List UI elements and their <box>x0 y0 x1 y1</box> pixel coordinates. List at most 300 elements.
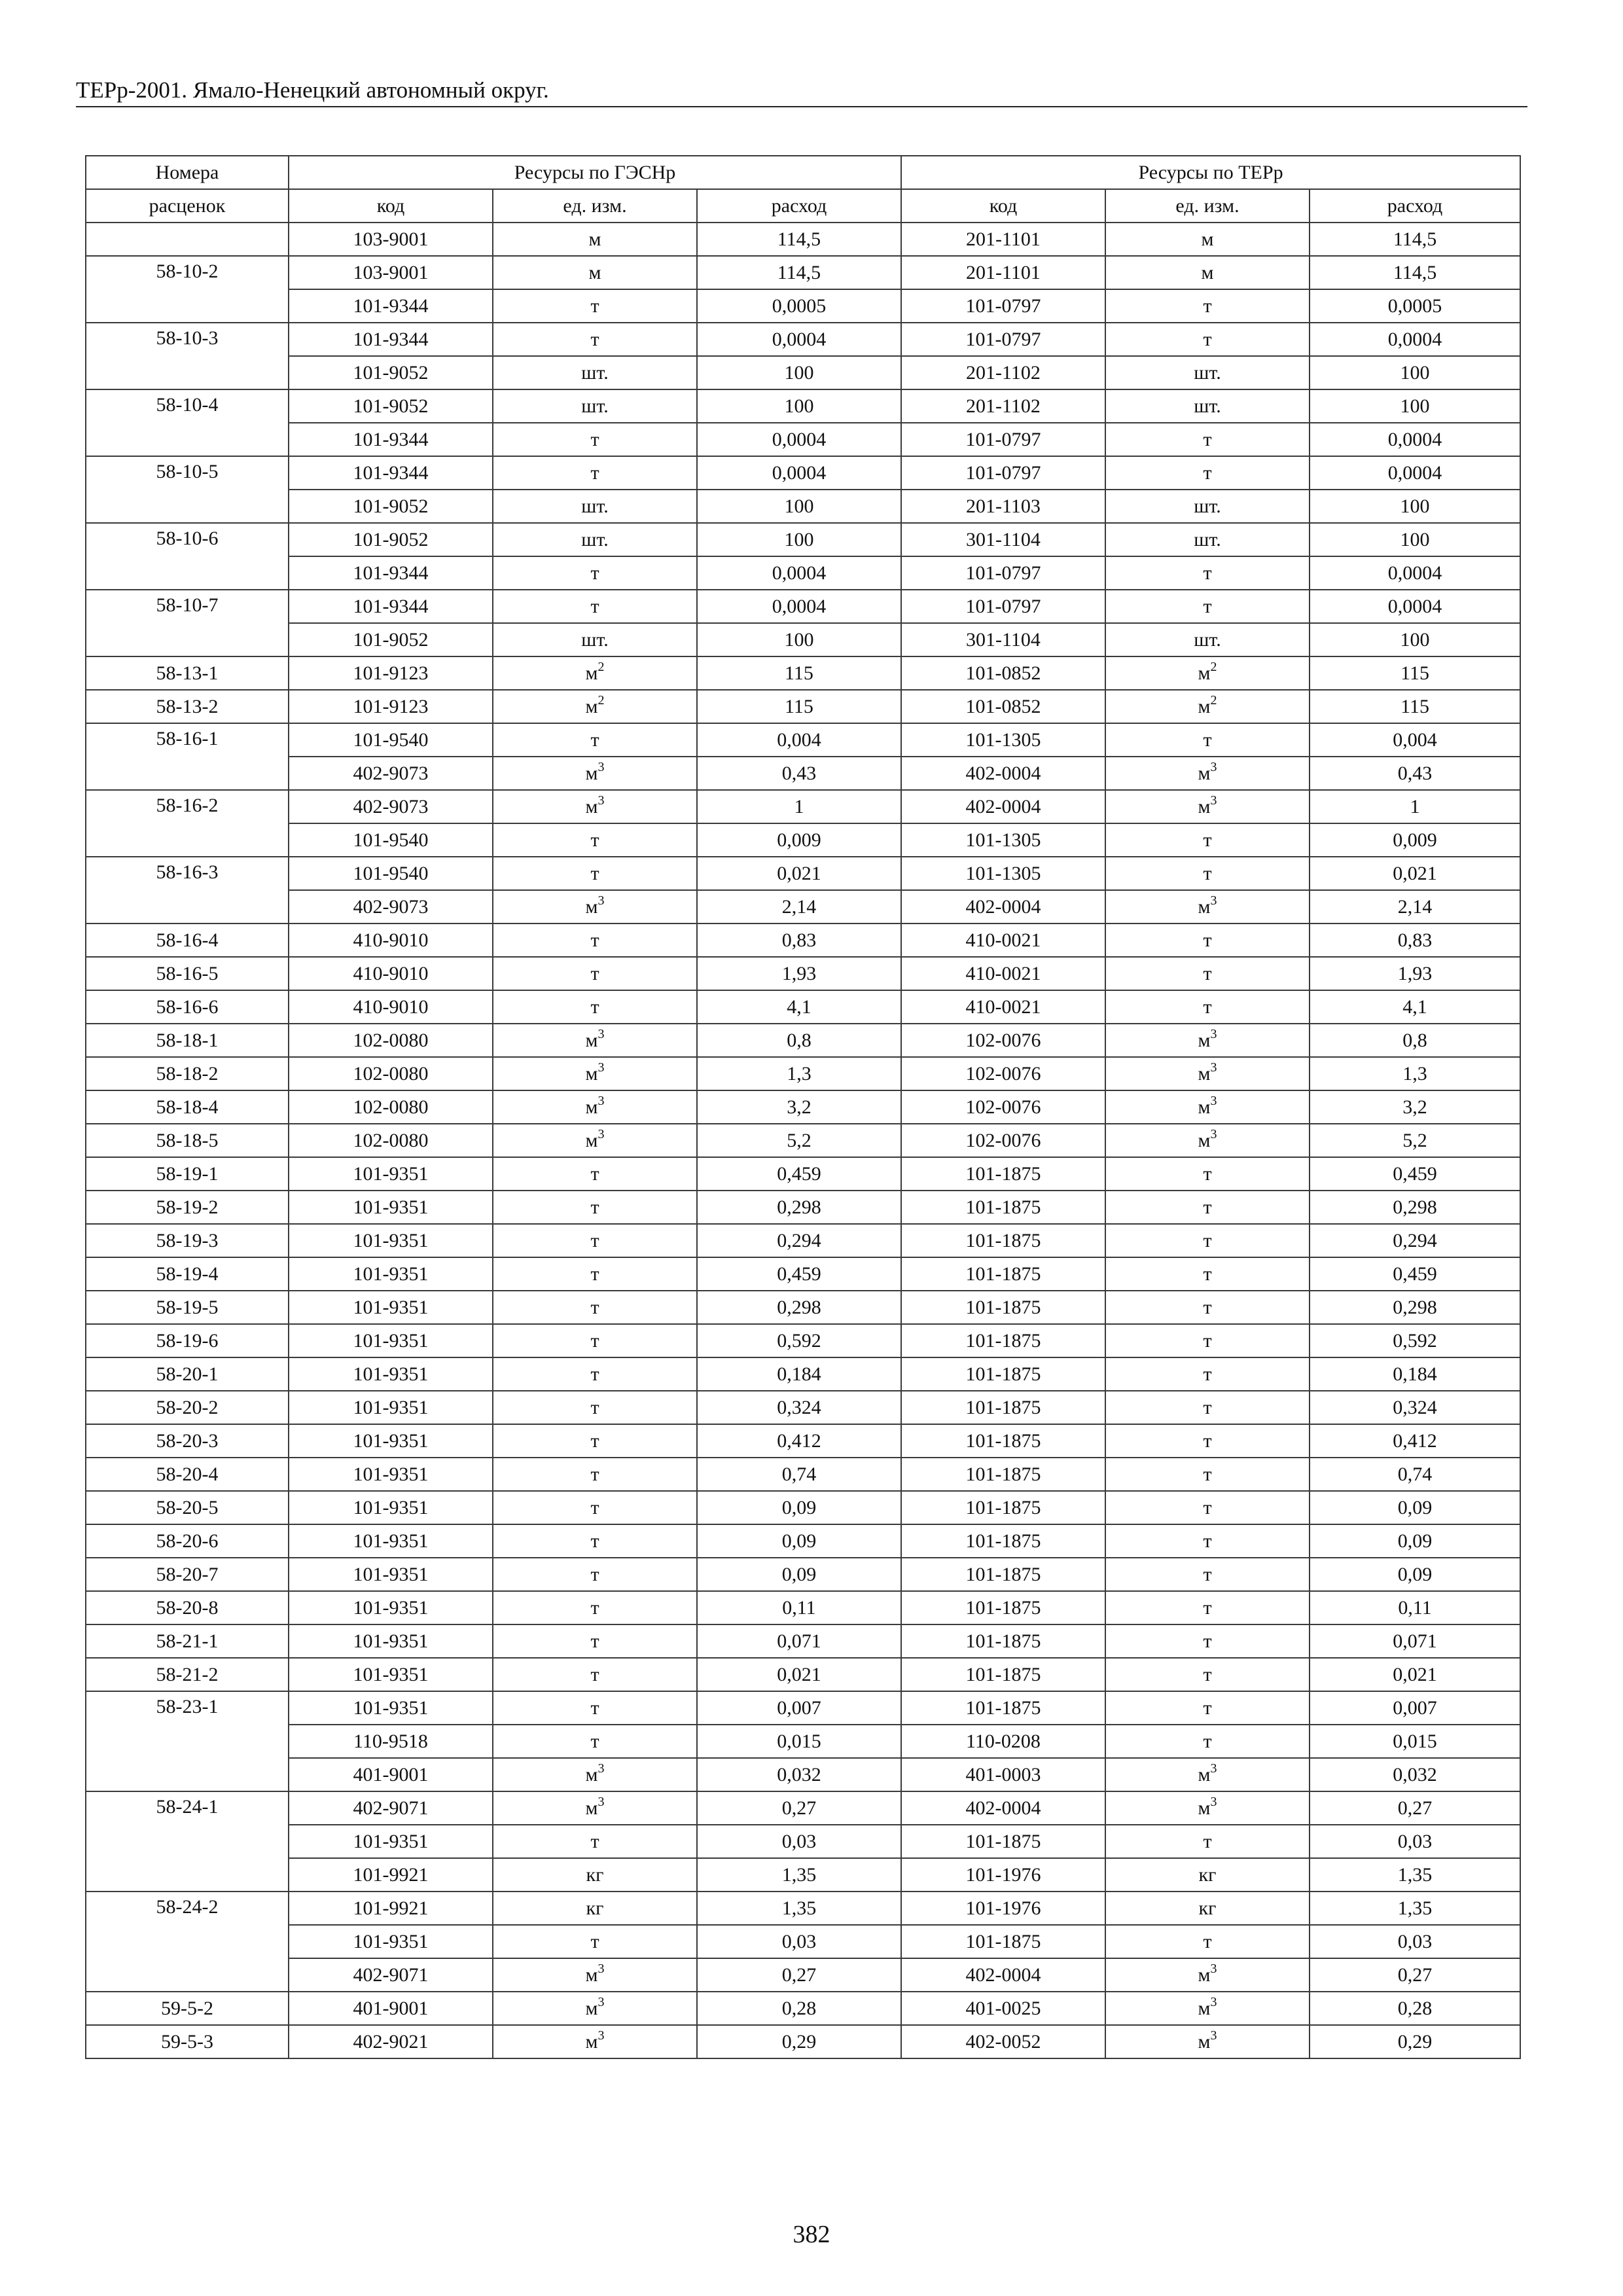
terr-unit-cell: $м^3$ <box>1105 1090 1310 1124</box>
terr-qty-cell: 0,294 <box>1310 1224 1520 1257</box>
terr-code-cell: 101-1976 <box>901 1892 1105 1925</box>
table-row <box>86 356 1520 389</box>
header-num-line2: расценок <box>86 189 289 223</box>
terr-qty-cell: 0,071 <box>1310 1624 1520 1658</box>
gesnr-code-cell: 101-9344 <box>289 323 493 356</box>
gesnr-qty-cell: 115 <box>697 690 901 723</box>
gesnr-unit-cell: т <box>493 1558 697 1591</box>
terr-qty-cell: 3,2 <box>1310 1090 1520 1124</box>
terr-unit-cell: т <box>1105 1324 1310 1357</box>
terr-code-cell: 401-0003 <box>901 1758 1105 1791</box>
terr-qty-cell: 0,0004 <box>1310 556 1520 590</box>
rate-number-cell: 58-16-2 <box>86 790 289 857</box>
gesnr-code-cell: 101-9351 <box>289 1257 493 1291</box>
terr-unit-cell: т <box>1105 1725 1310 1758</box>
table-row <box>86 656 1520 690</box>
gesnr-qty-cell: 1,3 <box>697 1057 901 1090</box>
terr-code-cell: 101-0797 <box>901 323 1105 356</box>
terr-code-cell: 102-0076 <box>901 1057 1105 1090</box>
table-row <box>86 623 1520 656</box>
gesnr-unit-cell: шт. <box>493 356 697 389</box>
table-row <box>86 823 1520 857</box>
terr-qty-cell: 100 <box>1310 490 1520 523</box>
terr-qty-cell: 1,35 <box>1310 1892 1520 1925</box>
terr-code-cell: 101-0797 <box>901 423 1105 456</box>
gesnr-unit-cell: $м^3$ <box>493 1057 697 1090</box>
terr-qty-cell: 0,592 <box>1310 1324 1520 1357</box>
table-row <box>86 1558 1520 1591</box>
gesnr-code-cell: 402-9071 <box>289 1791 493 1825</box>
rate-number-cell: 58-20-8 <box>86 1591 289 1624</box>
rate-number-cell: 58-19-4 <box>86 1257 289 1291</box>
gesnr-code-cell: 101-9351 <box>289 1291 493 1324</box>
table-row <box>86 957 1520 990</box>
gesnr-unit-cell: т <box>493 924 697 957</box>
terr-code-cell: 101-0852 <box>901 656 1105 690</box>
gesnr-code-cell: 410-9010 <box>289 990 493 1024</box>
gesnr-unit-cell: $м^3$ <box>493 1024 697 1057</box>
gesnr-qty-cell: 0,412 <box>697 1424 901 1458</box>
gesnr-qty-cell: 2,14 <box>697 890 901 924</box>
table-row <box>86 1391 1520 1424</box>
terr-unit-cell: т <box>1105 1357 1310 1391</box>
terr-code-cell: 102-0076 <box>901 1090 1105 1124</box>
gesnr-code-cell: 103-9001 <box>289 223 493 256</box>
rate-number-cell: 58-20-7 <box>86 1558 289 1591</box>
terr-unit-cell: кг <box>1105 1858 1310 1892</box>
terr-qty-cell: 100 <box>1310 623 1520 656</box>
terr-qty-cell: 0,43 <box>1310 757 1520 790</box>
gesnr-qty-cell: 0,015 <box>697 1725 901 1758</box>
gesnr-unit-cell: $м^2$ <box>493 656 697 690</box>
gesnr-qty-cell: 0,8 <box>697 1024 901 1057</box>
gesnr-qty-cell: 0,071 <box>697 1624 901 1658</box>
terr-code-cell: 410-0021 <box>901 924 1105 957</box>
gesnr-code-cell: 101-9351 <box>289 1424 493 1458</box>
gesnr-qty-cell: 0,459 <box>697 1157 901 1191</box>
terr-unit-cell: кг <box>1105 1892 1310 1925</box>
terr-qty-cell: 0,11 <box>1310 1591 1520 1624</box>
gesnr-qty-cell: 0,021 <box>697 857 901 890</box>
terr-qty-cell: 0,03 <box>1310 1825 1520 1858</box>
table-row <box>86 590 1520 623</box>
gesnr-code-cell: 110-9518 <box>289 1725 493 1758</box>
table-row <box>86 523 1520 556</box>
gesnr-code-cell: 101-9123 <box>289 690 493 723</box>
table-row <box>86 1791 1520 1825</box>
gesnr-unit-cell: т <box>493 289 697 323</box>
rate-number-cell: 58-16-6 <box>86 990 289 1024</box>
gesnr-unit-cell: шт. <box>493 623 697 656</box>
table-row <box>86 1491 1520 1524</box>
gesnr-unit-cell: $м^3$ <box>493 1791 697 1825</box>
terr-qty-cell: 0,032 <box>1310 1758 1520 1791</box>
rate-number-cell: 58-16-3 <box>86 857 289 924</box>
gesnr-qty-cell: 1,35 <box>697 1892 901 1925</box>
gesnr-qty-cell: 0,459 <box>697 1257 901 1291</box>
table-row <box>86 1758 1520 1791</box>
gesnr-unit-cell: т <box>493 1591 697 1624</box>
gesnr-unit-cell: шт. <box>493 389 697 423</box>
terr-unit-cell: т <box>1105 723 1310 757</box>
rate-number-cell <box>86 223 289 256</box>
terr-code-cell: 101-1875 <box>901 1558 1105 1591</box>
gesnr-code-cell: 101-9123 <box>289 656 493 690</box>
terr-qty-cell: 0,27 <box>1310 1958 1520 1992</box>
page-header-title: ТЕРр-2001. Ямало-Ненецкий автономный округ. <box>76 77 549 103</box>
rate-number-cell: 58-20-1 <box>86 1357 289 1391</box>
gesnr-code-cell: 101-9921 <box>289 1858 493 1892</box>
terr-unit-cell: т <box>1105 1257 1310 1291</box>
gesnr-qty-cell: 0,032 <box>697 1758 901 1791</box>
terr-qty-cell: 0,007 <box>1310 1691 1520 1725</box>
terr-qty-cell: 0,021 <box>1310 857 1520 890</box>
table-row <box>86 1357 1520 1391</box>
terr-qty-cell: 0,27 <box>1310 1791 1520 1825</box>
terr-unit-cell: т <box>1105 556 1310 590</box>
gesnr-qty-cell: 100 <box>697 389 901 423</box>
gesnr-code-cell: 101-9540 <box>289 857 493 890</box>
gesnr-qty-cell: 0,298 <box>697 1291 901 1324</box>
rate-number-cell: 58-24-1 <box>86 1791 289 1892</box>
terr-code-cell: 101-0797 <box>901 289 1105 323</box>
terr-code-cell: 101-1875 <box>901 1925 1105 1958</box>
terr-unit-cell: т <box>1105 1925 1310 1958</box>
gesnr-qty-cell: 0,009 <box>697 823 901 857</box>
table-row <box>86 1057 1520 1090</box>
terr-unit-cell: м <box>1105 256 1310 289</box>
gesnr-unit-cell: шт. <box>493 523 697 556</box>
terr-qty-cell: 0,459 <box>1310 1157 1520 1191</box>
rate-number-cell: 58-16-5 <box>86 957 289 990</box>
header-gesnr-unit: ед. изм. <box>493 189 697 223</box>
table-row <box>86 223 1520 256</box>
terr-unit-cell: т <box>1105 323 1310 356</box>
gesnr-qty-cell: 114,5 <box>697 223 901 256</box>
gesnr-code-cell: 101-9052 <box>289 523 493 556</box>
gesnr-qty-cell: 114,5 <box>697 256 901 289</box>
terr-qty-cell: 0,004 <box>1310 723 1520 757</box>
table-row <box>86 490 1520 523</box>
table-row <box>86 1257 1520 1291</box>
gesnr-qty-cell: 0,03 <box>697 1925 901 1958</box>
terr-qty-cell: 5,2 <box>1310 1124 1520 1157</box>
gesnr-unit-cell: $м^3$ <box>493 890 697 924</box>
gesnr-code-cell: 101-9351 <box>289 1157 493 1191</box>
gesnr-unit-cell: шт. <box>493 490 697 523</box>
gesnr-qty-cell: 0,0004 <box>697 423 901 456</box>
gesnr-qty-cell: 0,0004 <box>697 456 901 490</box>
terr-code-cell: 101-0797 <box>901 556 1105 590</box>
table-row <box>86 1191 1520 1224</box>
table-row <box>86 1324 1520 1357</box>
terr-unit-cell: т <box>1105 1157 1310 1191</box>
rate-number-cell: 58-13-1 <box>86 656 289 690</box>
gesnr-qty-cell: 0,74 <box>697 1458 901 1491</box>
rate-number-cell: 58-18-5 <box>86 1124 289 1157</box>
terr-code-cell: 101-1875 <box>901 1524 1105 1558</box>
gesnr-code-cell: 101-9052 <box>289 356 493 389</box>
rate-number-cell: 58-21-2 <box>86 1658 289 1691</box>
table-row <box>86 1958 1520 1992</box>
gesnr-qty-cell: 4,1 <box>697 990 901 1024</box>
rate-number-cell: 59-5-2 <box>86 1992 289 2025</box>
terr-unit-cell: м <box>1105 223 1310 256</box>
gesnr-unit-cell: т <box>493 1324 697 1357</box>
terr-unit-cell: т <box>1105 456 1310 490</box>
terr-qty-cell: 0,009 <box>1310 823 1520 857</box>
gesnr-qty-cell: 5,2 <box>697 1124 901 1157</box>
gesnr-qty-cell: 0,021 <box>697 1658 901 1691</box>
gesnr-unit-cell: т <box>493 1291 697 1324</box>
table-row <box>86 1524 1520 1558</box>
terr-unit-cell: т <box>1105 1658 1310 1691</box>
terr-qty-cell: 0,09 <box>1310 1524 1520 1558</box>
gesnr-code-cell: 101-9351 <box>289 1191 493 1224</box>
table-row <box>86 857 1520 890</box>
rate-number-cell: 58-10-7 <box>86 590 289 656</box>
terr-unit-cell: $м^3$ <box>1105 890 1310 924</box>
terr-unit-cell: т <box>1105 1524 1310 1558</box>
gesnr-unit-cell: т <box>493 1658 697 1691</box>
gesnr-qty-cell: 0,0004 <box>697 323 901 356</box>
rate-number-cell: 58-23-1 <box>86 1691 289 1791</box>
table-row <box>86 1892 1520 1925</box>
gesnr-unit-cell: кг <box>493 1892 697 1925</box>
gesnr-unit-cell: т <box>493 1191 697 1224</box>
terr-code-cell: 101-1875 <box>901 1624 1105 1658</box>
table-row <box>86 1458 1520 1491</box>
terr-code-cell: 101-0852 <box>901 690 1105 723</box>
gesnr-unit-cell: кг <box>493 1858 697 1892</box>
terr-code-cell: 402-0004 <box>901 1791 1105 1825</box>
terr-qty-cell: 1,35 <box>1310 1858 1520 1892</box>
table-row <box>86 1825 1520 1858</box>
header-group-terr: Ресурсы по ТЕРр <box>901 156 1520 189</box>
terr-qty-cell: 114,5 <box>1310 256 1520 289</box>
gesnr-code-cell: 101-9351 <box>289 1324 493 1357</box>
table-row <box>86 1658 1520 1691</box>
terr-unit-cell: т <box>1105 590 1310 623</box>
terr-unit-cell: $м^3$ <box>1105 757 1310 790</box>
rate-number-cell: 58-10-2 <box>86 256 289 323</box>
rate-number-cell: 58-16-4 <box>86 924 289 957</box>
terr-code-cell: 301-1104 <box>901 623 1105 656</box>
terr-code-cell: 102-0076 <box>901 1124 1105 1157</box>
terr-code-cell: 410-0021 <box>901 957 1105 990</box>
gesnr-qty-cell: 0,294 <box>697 1224 901 1257</box>
terr-unit-cell: $м^2$ <box>1105 690 1310 723</box>
gesnr-code-cell: 402-9073 <box>289 890 493 924</box>
gesnr-code-cell: 101-9351 <box>289 1624 493 1658</box>
gesnr-unit-cell: $м^3$ <box>493 790 697 823</box>
gesnr-unit-cell: т <box>493 323 697 356</box>
terr-unit-cell: т <box>1105 1191 1310 1224</box>
rate-number-cell: 58-20-5 <box>86 1491 289 1524</box>
gesnr-qty-cell: 0,0004 <box>697 590 901 623</box>
table-row <box>86 1691 1520 1725</box>
table-row <box>86 890 1520 924</box>
gesnr-code-cell: 410-9010 <box>289 957 493 990</box>
gesnr-unit-cell: т <box>493 590 697 623</box>
rate-number-cell: 58-19-2 <box>86 1191 289 1224</box>
terr-code-cell: 402-0004 <box>901 1958 1105 1992</box>
terr-qty-cell: 2,14 <box>1310 890 1520 924</box>
gesnr-unit-cell: т <box>493 1691 697 1725</box>
gesnr-qty-cell: 0,83 <box>697 924 901 957</box>
terr-code-cell: 101-1875 <box>901 1257 1105 1291</box>
terr-unit-cell: шт. <box>1105 389 1310 423</box>
terr-qty-cell: 100 <box>1310 389 1520 423</box>
terr-qty-cell: 0,8 <box>1310 1024 1520 1057</box>
terr-unit-cell: т <box>1105 1691 1310 1725</box>
terr-code-cell: 201-1101 <box>901 256 1105 289</box>
gesnr-unit-cell: м <box>493 223 697 256</box>
gesnr-unit-cell: т <box>493 1491 697 1524</box>
terr-unit-cell: т <box>1105 1558 1310 1591</box>
terr-code-cell: 101-1875 <box>901 1391 1105 1424</box>
terr-qty-cell: 100 <box>1310 523 1520 556</box>
terr-code-cell: 101-1875 <box>901 1224 1105 1257</box>
table-row <box>86 757 1520 790</box>
terr-qty-cell: 0,0004 <box>1310 323 1520 356</box>
table-row <box>86 1858 1520 1892</box>
table-row <box>86 723 1520 757</box>
terr-code-cell: 101-1875 <box>901 1591 1105 1624</box>
gesnr-unit-cell: т <box>493 1925 697 1958</box>
terr-unit-cell: т <box>1105 990 1310 1024</box>
gesnr-code-cell: 101-9351 <box>289 1224 493 1257</box>
gesnr-qty-cell: 0,0004 <box>697 556 901 590</box>
terr-qty-cell: 0,74 <box>1310 1458 1520 1491</box>
terr-code-cell: 201-1103 <box>901 490 1105 523</box>
gesnr-unit-cell: т <box>493 1524 697 1558</box>
gesnr-unit-cell: т <box>493 1257 697 1291</box>
terr-code-cell: 101-1875 <box>901 1291 1105 1324</box>
gesnr-code-cell: 102-0080 <box>289 1090 493 1124</box>
table-row <box>86 256 1520 289</box>
terr-code-cell: 101-1875 <box>901 1658 1105 1691</box>
gesnr-unit-cell: т <box>493 423 697 456</box>
table-row <box>86 556 1520 590</box>
gesnr-unit-cell: $м^3$ <box>493 2025 697 2058</box>
table-row <box>86 924 1520 957</box>
terr-qty-cell: 1,3 <box>1310 1057 1520 1090</box>
terr-unit-cell: $м^3$ <box>1105 2025 1310 2058</box>
terr-qty-cell: 1,93 <box>1310 957 1520 990</box>
gesnr-code-cell: 402-9073 <box>289 757 493 790</box>
gesnr-code-cell: 101-9344 <box>289 556 493 590</box>
rate-number-cell: 58-10-3 <box>86 323 289 389</box>
rate-number-cell: 58-19-3 <box>86 1224 289 1257</box>
table-row <box>86 456 1520 490</box>
rate-number-cell: 58-20-6 <box>86 1524 289 1558</box>
gesnr-code-cell: 101-9351 <box>289 1825 493 1858</box>
gesnr-qty-cell: 0,28 <box>697 1992 901 2025</box>
rate-number-cell: 58-24-2 <box>86 1892 289 1992</box>
rate-number-cell: 58-20-3 <box>86 1424 289 1458</box>
terr-unit-cell: т <box>1105 1291 1310 1324</box>
terr-unit-cell: $м^3$ <box>1105 1958 1310 1992</box>
terr-unit-cell: т <box>1105 1224 1310 1257</box>
gesnr-unit-cell: т <box>493 456 697 490</box>
terr-qty-cell: 0,015 <box>1310 1725 1520 1758</box>
table-row <box>86 1124 1520 1157</box>
table-header-row-columns <box>86 189 1520 223</box>
gesnr-code-cell: 101-9351 <box>289 1491 493 1524</box>
terr-unit-cell: шт. <box>1105 623 1310 656</box>
gesnr-unit-cell: т <box>493 823 697 857</box>
gesnr-unit-cell: т <box>493 723 697 757</box>
terr-qty-cell: 0,28 <box>1310 1992 1520 2025</box>
rate-number-cell: 58-16-1 <box>86 723 289 790</box>
terr-unit-cell: $м^3$ <box>1105 1791 1310 1825</box>
terr-code-cell: 101-1875 <box>901 1691 1105 1725</box>
gesnr-code-cell: 101-9351 <box>289 1691 493 1725</box>
gesnr-code-cell: 101-9351 <box>289 1925 493 1958</box>
gesnr-unit-cell: $м^3$ <box>493 1992 697 2025</box>
gesnr-code-cell: 101-9344 <box>289 423 493 456</box>
gesnr-unit-cell: $м^3$ <box>493 1958 697 1992</box>
rate-number-cell: 58-18-4 <box>86 1090 289 1124</box>
table-row <box>86 1424 1520 1458</box>
gesnr-code-cell: 402-9021 <box>289 2025 493 2058</box>
gesnr-unit-cell: т <box>493 957 697 990</box>
gesnr-code-cell: 101-9351 <box>289 1357 493 1391</box>
gesnr-qty-cell: 1 <box>697 790 901 823</box>
table-row <box>86 1024 1520 1057</box>
terr-unit-cell: т <box>1105 1458 1310 1491</box>
terr-qty-cell: 1 <box>1310 790 1520 823</box>
table-row <box>86 289 1520 323</box>
terr-unit-cell: $м^2$ <box>1105 656 1310 690</box>
page-number: 382 <box>793 2221 830 2248</box>
gesnr-code-cell: 101-9921 <box>289 1892 493 1925</box>
terr-code-cell: 101-1875 <box>901 1157 1105 1191</box>
terr-code-cell: 101-0797 <box>901 590 1105 623</box>
gesnr-code-cell: 101-9351 <box>289 1591 493 1624</box>
terr-unit-cell: т <box>1105 1424 1310 1458</box>
table-body <box>86 223 1520 2058</box>
terr-code-cell: 402-0004 <box>901 757 1105 790</box>
table-header-row-groups <box>86 156 1520 189</box>
header-gesnr-qty: расход <box>697 189 901 223</box>
terr-qty-cell: 115 <box>1310 656 1520 690</box>
gesnr-unit-cell: т <box>493 857 697 890</box>
gesnr-unit-cell: т <box>493 1157 697 1191</box>
terr-qty-cell: 114,5 <box>1310 223 1520 256</box>
terr-qty-cell: 0,0004 <box>1310 423 1520 456</box>
gesnr-unit-cell: т <box>493 1825 697 1858</box>
gesnr-qty-cell: 100 <box>697 623 901 656</box>
terr-unit-cell: т <box>1105 1825 1310 1858</box>
table-row <box>86 423 1520 456</box>
terr-code-cell: 110-0208 <box>901 1725 1105 1758</box>
terr-qty-cell: 115 <box>1310 690 1520 723</box>
terr-code-cell: 402-0052 <box>901 2025 1105 2058</box>
table-row <box>86 790 1520 823</box>
gesnr-qty-cell: 0,007 <box>697 1691 901 1725</box>
terr-code-cell: 201-1102 <box>901 389 1105 423</box>
rate-number-cell: 58-10-6 <box>86 523 289 590</box>
terr-qty-cell: 0,03 <box>1310 1925 1520 1958</box>
gesnr-code-cell: 102-0080 <box>289 1124 493 1157</box>
gesnr-qty-cell: 1,93 <box>697 957 901 990</box>
header-group-gesnr: Ресурсы по ГЭСНр <box>289 156 901 189</box>
gesnr-qty-cell: 0,09 <box>697 1524 901 1558</box>
rate-number-cell: 58-10-5 <box>86 456 289 523</box>
terr-unit-cell: т <box>1105 1591 1310 1624</box>
